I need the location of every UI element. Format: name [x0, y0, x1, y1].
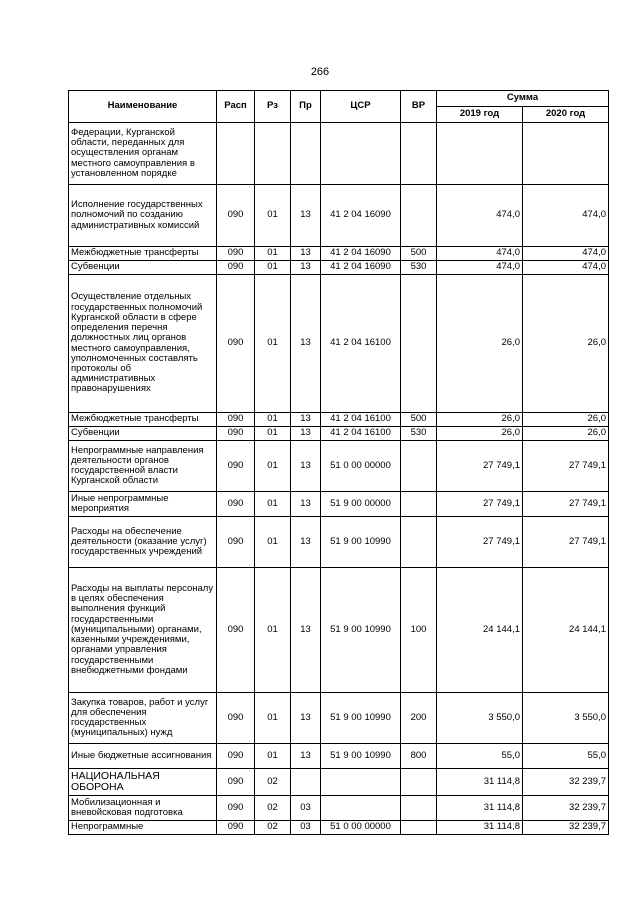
- table-row: [69, 427, 609, 441]
- row-pr: 13: [291, 744, 321, 769]
- row-pr: 13: [291, 247, 321, 261]
- row-csr: 51 9 00 10990: [321, 744, 401, 769]
- row-csr: 41 2 04 16090: [321, 261, 401, 275]
- row-rasp: [217, 123, 255, 185]
- row-vr: [401, 821, 437, 835]
- row-rz: 02: [255, 769, 291, 796]
- row-csr: 41 2 04 16100: [321, 427, 401, 441]
- row-rz: 02: [255, 821, 291, 835]
- row-sum-2019: 31 114,8: [437, 821, 523, 835]
- row-rasp: 090: [217, 769, 255, 796]
- header-csr: ЦСР: [321, 91, 401, 123]
- row-rasp: 090: [217, 492, 255, 517]
- row-rasp: 090: [217, 427, 255, 441]
- row-pr: 13: [291, 441, 321, 492]
- row-rasp: 090: [217, 413, 255, 427]
- row-rasp: 090: [217, 247, 255, 261]
- row-sum-2019: 27 749,1: [437, 441, 523, 492]
- row-rasp: 090: [217, 821, 255, 835]
- row-vr: 200: [401, 693, 437, 744]
- table-row: [69, 821, 609, 835]
- row-csr: [321, 123, 401, 185]
- row-sum-2020: 474,0: [523, 185, 609, 247]
- row-rz: [255, 123, 291, 185]
- row-rasp: 090: [217, 275, 255, 413]
- row-sum-2020: 24 144,1: [523, 568, 609, 693]
- row-sum-2020: 32 239,7: [523, 821, 609, 835]
- row-csr: 41 2 04 16090: [321, 185, 401, 247]
- row-sum-2019: 26,0: [437, 413, 523, 427]
- row-name: Субвенции: [69, 427, 217, 441]
- row-sum-2019: 3 550,0: [437, 693, 523, 744]
- row-csr: [321, 796, 401, 821]
- row-name: Субвенции: [69, 261, 217, 275]
- row-pr: 13: [291, 517, 321, 568]
- row-rz: 01: [255, 413, 291, 427]
- row-vr: 500: [401, 413, 437, 427]
- row-vr: [401, 796, 437, 821]
- row-csr: 41 2 04 16100: [321, 413, 401, 427]
- row-pr: 13: [291, 427, 321, 441]
- row-sum-2019: [437, 123, 523, 185]
- table-row: [69, 441, 609, 492]
- row-sum-2019: 474,0: [437, 261, 523, 275]
- header-year-2019: 2019 год: [437, 107, 523, 123]
- header-name: Наименование: [69, 91, 217, 123]
- row-vr: [401, 769, 437, 796]
- row-pr: 13: [291, 492, 321, 517]
- row-vr: 500: [401, 247, 437, 261]
- row-rz: 01: [255, 185, 291, 247]
- row-csr: [321, 769, 401, 796]
- table-row: [69, 261, 609, 275]
- row-sum-2020: 55,0: [523, 744, 609, 769]
- row-vr: [401, 185, 437, 247]
- header-vr: ВР: [401, 91, 437, 123]
- row-sum-2019: 24 144,1: [437, 568, 523, 693]
- table-row: [69, 769, 609, 796]
- row-rz: 01: [255, 568, 291, 693]
- row-sum-2020: 26,0: [523, 413, 609, 427]
- row-sum-2019: 26,0: [437, 275, 523, 413]
- row-csr: 41 2 04 16100: [321, 275, 401, 413]
- row-name: Исполнение государственных полномочий по созданию административных комиссий: [69, 185, 217, 247]
- row-csr: 51 9 00 10990: [321, 568, 401, 693]
- row-vr: 100: [401, 568, 437, 693]
- table-row: [69, 413, 609, 427]
- row-vr: [401, 517, 437, 568]
- table-row: [69, 275, 609, 413]
- row-rasp: 090: [217, 517, 255, 568]
- row-rasp: 090: [217, 568, 255, 693]
- row-name: Непрограммные направления деятельности органов государственной власти Курганской области: [69, 441, 217, 492]
- row-pr: 03: [291, 821, 321, 835]
- row-pr: 13: [291, 693, 321, 744]
- row-name: Закупка товаров, работ и услуг для обеспечения государственных (муниципальных) нужд: [69, 693, 217, 744]
- row-sum-2019: 31 114,8: [437, 796, 523, 821]
- row-rasp: 090: [217, 185, 255, 247]
- row-name: Федерации, Курганской области, переданных для осуществления органам местного самоуправления в установленном порядке: [69, 123, 217, 185]
- row-rz: 02: [255, 796, 291, 821]
- row-name: Межбюджетные трансферты: [69, 247, 217, 261]
- row-pr: 13: [291, 568, 321, 693]
- header-rz: Рз: [255, 91, 291, 123]
- row-rz: 01: [255, 441, 291, 492]
- row-vr: 800: [401, 744, 437, 769]
- row-vr: [401, 492, 437, 517]
- row-name: Расходы на обеспечение деятельности (оказание услуг) государственных учреждений: [69, 517, 217, 568]
- table-row: [69, 796, 609, 821]
- row-pr: [291, 123, 321, 185]
- table-row: [69, 568, 609, 693]
- row-vr: [401, 275, 437, 413]
- row-rz: 01: [255, 517, 291, 568]
- row-vr: 530: [401, 427, 437, 441]
- table-row: [69, 693, 609, 744]
- row-name: НАЦИОНАЛЬНАЯ ОБОРОНА: [69, 769, 217, 796]
- row-name: Осуществление отдельных государственных полномочий Курганской области в сфере определения перечня должностных лиц органов местного самоуправления, уполномоченных составлять протоколы об административных правонарушениях: [69, 275, 217, 413]
- row-sum-2020: 26,0: [523, 427, 609, 441]
- row-name: Мобилизационная и вневойсковая подготовка: [69, 796, 217, 821]
- row-sum-2020: 27 749,1: [523, 517, 609, 568]
- row-sum-2019: 27 749,1: [437, 517, 523, 568]
- row-pr: 03: [291, 796, 321, 821]
- row-rasp: 090: [217, 261, 255, 275]
- header-year-2020: 2020 год: [523, 107, 609, 123]
- row-csr: 41 2 04 16090: [321, 247, 401, 261]
- row-sum-2020: 27 749,1: [523, 441, 609, 492]
- table-row: [69, 492, 609, 517]
- row-rz: 01: [255, 261, 291, 275]
- header-pr: Пр: [291, 91, 321, 123]
- row-csr: 51 0 00 00000: [321, 441, 401, 492]
- row-sum-2020: 474,0: [523, 247, 609, 261]
- row-name: Расходы на выплаты персоналу в целях обеспечения выполнения функций государственными (муниципальными) органами, казенными учреждениями, органами управления государственными внебюджетными фондами: [69, 568, 217, 693]
- row-rz: 01: [255, 247, 291, 261]
- budget-table: [68, 90, 609, 835]
- row-rz: 01: [255, 427, 291, 441]
- row-name: Иные непрограммные мероприятия: [69, 492, 217, 517]
- header-rasp: Расп: [217, 91, 255, 123]
- row-name: Межбюджетные трансферты: [69, 413, 217, 427]
- row-sum-2019: 31 114,8: [437, 769, 523, 796]
- row-rz: 01: [255, 275, 291, 413]
- row-sum-2020: 474,0: [523, 261, 609, 275]
- row-csr: 51 9 00 10990: [321, 517, 401, 568]
- row-csr: 51 0 00 00000: [321, 821, 401, 835]
- row-sum-2019: 474,0: [437, 185, 523, 247]
- row-pr: 13: [291, 413, 321, 427]
- table-row: [69, 247, 609, 261]
- row-name: Иные бюджетные ассигнования: [69, 744, 217, 769]
- table-row: [69, 123, 609, 185]
- row-rasp: 090: [217, 744, 255, 769]
- row-sum-2020: [523, 123, 609, 185]
- row-vr: 530: [401, 261, 437, 275]
- row-sum-2019: 55,0: [437, 744, 523, 769]
- row-sum-2020: 32 239,7: [523, 796, 609, 821]
- row-rz: 01: [255, 744, 291, 769]
- row-sum-2020: 27 749,1: [523, 492, 609, 517]
- row-rasp: 090: [217, 796, 255, 821]
- row-pr: 13: [291, 261, 321, 275]
- row-name: Непрограммные: [69, 821, 217, 835]
- row-csr: 51 9 00 10990: [321, 693, 401, 744]
- row-rasp: 090: [217, 693, 255, 744]
- row-sum-2020: 26,0: [523, 275, 609, 413]
- row-sum-2020: 3 550,0: [523, 693, 609, 744]
- row-sum-2019: 27 749,1: [437, 492, 523, 517]
- row-rasp: 090: [217, 441, 255, 492]
- page-number: 266: [310, 66, 330, 78]
- row-pr: 13: [291, 185, 321, 247]
- table-row: [69, 517, 609, 568]
- table-row: [69, 185, 609, 247]
- row-pr: 13: [291, 275, 321, 413]
- row-vr: [401, 441, 437, 492]
- row-sum-2019: 26,0: [437, 427, 523, 441]
- row-rz: 01: [255, 492, 291, 517]
- table-row: [69, 744, 609, 769]
- row-sum-2019: 474,0: [437, 247, 523, 261]
- row-pr: [291, 769, 321, 796]
- header-sum: Сумма: [437, 91, 609, 107]
- row-csr: 51 9 00 00000: [321, 492, 401, 517]
- row-sum-2020: 32 239,7: [523, 769, 609, 796]
- row-rz: 01: [255, 693, 291, 744]
- row-vr: [401, 123, 437, 185]
